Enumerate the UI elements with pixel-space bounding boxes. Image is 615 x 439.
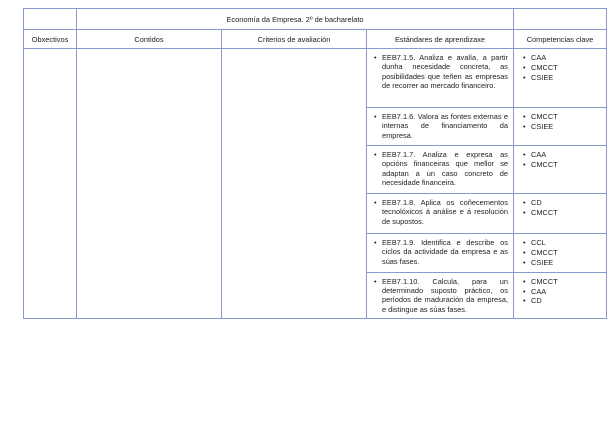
competence-item: • CMCCT [531,112,602,121]
competences-cell [514,194,607,234]
blank-cell [514,9,607,30]
competence-item: • CSIEE [531,122,602,131]
competence-item: • CMCCT [531,208,602,217]
competence-item: • CMCCT [531,160,602,169]
standard-cell [367,49,514,108]
competence-item: • CSIEE [531,258,602,267]
blank-cell [24,9,77,30]
standard-cell [367,146,514,194]
standard-text: • EEB7.1.7. Analiza e expresa as opcións financeiras que mellor se adaptan a un caso concreto de necesidade financeira. [382,150,508,187]
table-row [24,49,607,108]
standard-cell [367,108,514,146]
standard-text: • EEB7.1.9. Identifica e describe os ciclos da actividade da empresa e as súas fases. [382,238,508,266]
competences-cell [514,108,607,146]
standard-text: • EEB7.1.8. Aplica os coñecementos tecnolóxicos á análise e á resolución de supostos. [382,198,508,226]
competence-item: • CSIEE [531,73,602,82]
standard-text: • EEB7.1.5. Analiza e avalía, a partir dunha necesidade concreta, as posibilidades que teñen as empresas de recorrer ao mercado financeiro. [382,53,508,90]
competence-item: • CCL [531,238,602,247]
header-objectives: Obxectivos [24,30,77,49]
curriculum-table [23,8,607,319]
competence-item: • CMCCT [531,63,602,72]
standard-text: • EEB7.1.6. Valora as fontes externas e internas de financiamento da empresa. [382,112,508,140]
competences-cell [514,146,607,194]
competences-cell [514,49,607,108]
competences-cell [514,272,607,318]
standard-cell [367,234,514,273]
table-title: Economía da Empresa. 2º de bacharelato [77,9,514,30]
contents-cell [77,49,222,319]
header-contents: Contidos [77,30,222,49]
standard-cell [367,272,514,318]
competence-item: • CMCCT [531,248,602,257]
header-standards: Estándares de aprendizaxe [367,30,514,49]
competence-item: • CMCCT [531,277,602,286]
standard-text: • EEB7.1.10. Calcula, para un determinado suposto práctico, os períodos de maduración da empresa, e distingue as súas fases. [382,277,508,314]
competences-cell [514,234,607,273]
objectives-cell [24,49,77,319]
criteria-cell [222,49,367,319]
header-competences: Competencias clave [514,30,607,49]
competence-item: • CD [531,198,602,207]
header-criteria: Criterios de avaliación [222,30,367,49]
table-body [24,49,607,319]
competence-item: • CD [531,296,602,305]
competence-item: • CAA [531,53,602,62]
competence-item: • CAA [531,287,602,296]
standard-cell [367,194,514,234]
competence-item: • CAA [531,150,602,159]
